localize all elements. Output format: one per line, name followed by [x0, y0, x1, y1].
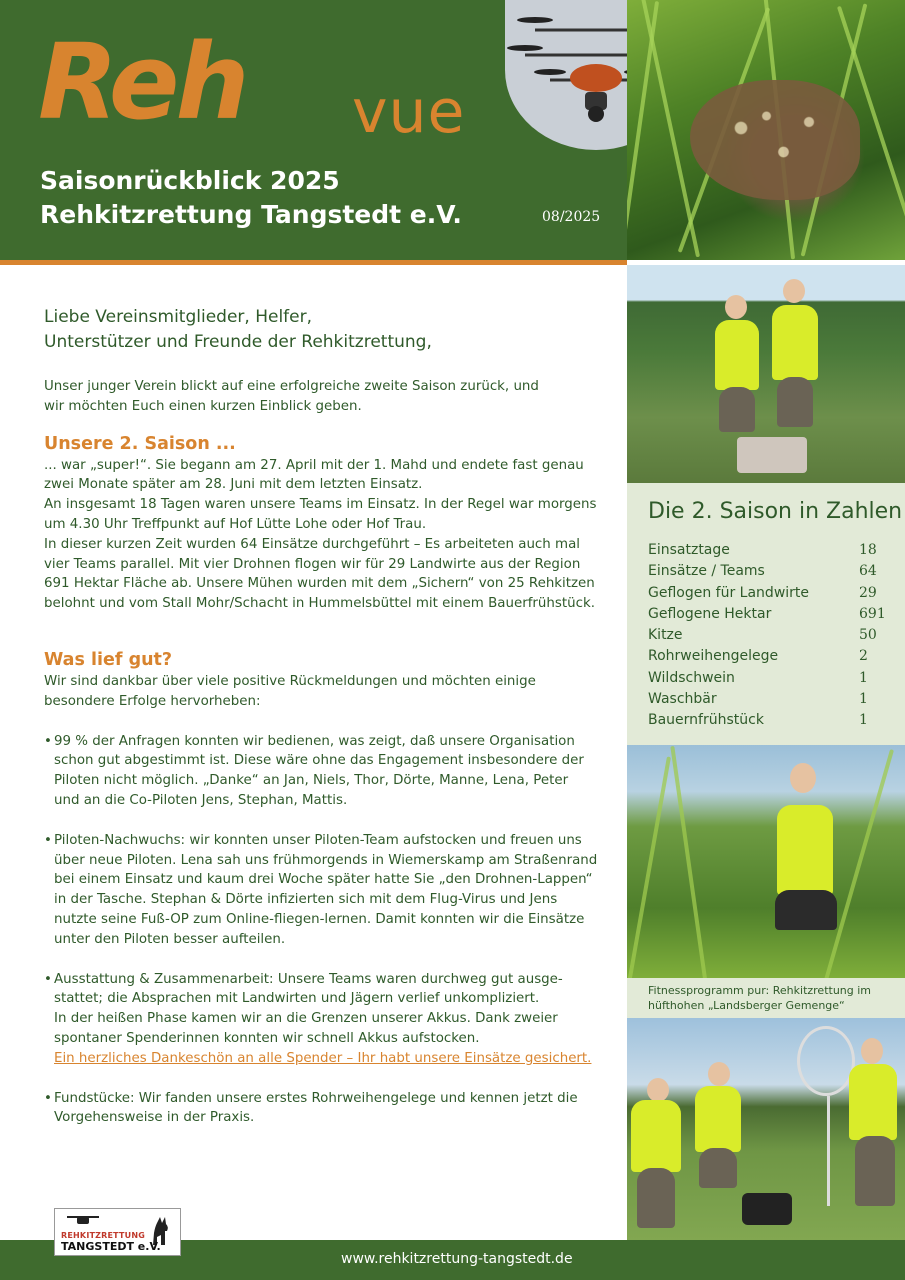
good-heading: Was lief gut? [44, 649, 173, 670]
logo-vue: vue [352, 77, 466, 147]
logo-reh: Reh [38, 21, 246, 143]
orange-divider [0, 260, 627, 265]
stat-row: Kitze 50 [648, 627, 877, 644]
main-content [44, 305, 614, 1128]
stat-row: Einsatztage 18 [648, 542, 877, 558]
stat-row: Einsätze / Teams 64 [648, 563, 877, 580]
lead-paragraph: Unser junger Verein blickt auf eine erfolgreiche zweite Saison zurück, und wir möchten Euch einen kurzen Einblick geben. [44, 379, 539, 414]
issue-number: 08/2025 [542, 209, 601, 225]
logo-text-top: REHKITZRETTUNG [61, 1231, 146, 1240]
greeting: Liebe Vereinsmitglieder, Helfer, Unterstützer und Freunde der Rehkitzrettung, [44, 307, 432, 352]
photo-caption: Fitnessprogramm pur: Rehkitzrettung im hüfthohen „Landsberger Gemenge“ [648, 984, 872, 1012]
team-photo-1 [627, 265, 905, 483]
stat-row: Rohrweihengelege 2 [648, 648, 868, 665]
stat-row: Bauernfrühstück 1 [648, 712, 868, 729]
team-photo-2 [627, 1018, 905, 1240]
title-line-1: Saisonrückblick 2025 [40, 166, 340, 195]
stats-title: Die 2. Saison in Zahlen [648, 499, 903, 524]
stat-row: Geflogene Hektar 691 [648, 605, 886, 622]
header-title [40, 164, 462, 232]
drone-icon [63, 1211, 103, 1231]
season-paragraph: ... war „super!“. Sie begann am 27. April mit der 1. Mahd und endete fast genau zwei Monate später am 28. Juni mit dem letzten Einsatz. An insgesamt 18 Tagen waren unsere Teams im Einsatz. In der Regel war morgens um 4.30 Uhr Treffpunkt auf Hof Lütte Lohe oder Hof Trau. In dieser kurzen Zeit wurden 64 Einsätze durchgeführt – Es arbeiteten auch mal vier Teams parallel. Mit vier Drohnen flogen wir für 29 Landwirte aus der Region 691 Hektar Fläche ab. Unsere Mühen wurden mit dem „Sichern“ von 25 Rehkitzen belohnt und vom Stall Mohr/Schacht in Hummelsbüttel mit einem Bauerfrühstück. [44, 457, 597, 612]
stat-row: Wildschwein 1 [648, 669, 868, 686]
bullet-equipment: • Ausstattung & Zusammenarbeit: Unsere Teams waren durchweg gut ausge- stattet; die Absprachen mit Landwirten und Jägern verlief unkompliziert. In der heißen Phase kamen wir an die Grenzen unserer Akkus. Dank zweier spontaner Spenderinnen konnten wir schnell Akkus aufstocken. Ein herzliches Dankeschön an alle Spender – Ihr habt unsere Einsätze gesichert. [44, 970, 614, 1069]
logo-text-bottom: TANGSTEDT e.V. [61, 1240, 161, 1253]
donor-thanks: Ein herzliches Dankeschön an alle Spender – Ihr habt unsere Einsätze gesichert. [54, 1050, 592, 1066]
pilot-photo [627, 745, 905, 978]
bullet-requests: • 99 % der Anfragen konnten wir bedienen, was zeigt, daß unsere Organisation schon gut abgestimmt ist. Diese wäre ohne das Engagement insbesondere der Piloten nicht möglich. „Danke“ an Jan, Niels, Thor, Dörte, Manne, Lena, Peter und an die Co-Piloten Jens, Stephan, Mattis. [44, 733, 584, 808]
stats-table [648, 540, 886, 732]
bullet-pilots: • Piloten-Nachwuchs: wir konnten unser Piloten-Team aufstocken und freuen uns über neue Piloten. Lena sah uns frühmorgends in Wiemerskamp am Straßenrand bei einem Einsatz und kaum drei Woche später hatte Sie „den Drohnen-Lappen“ in der Tasche. Stephan & Dörte infizierten sich mit dem Flug-Virus und Jens nutzte seine Fuß-OP zum Online-fliegen-lernen. Damit konnten wir die Einsätze unter den Piloten besser aufteilen. [44, 832, 598, 947]
season-heading: Unsere 2. Saison ... [44, 433, 236, 454]
good-intro: Wir sind dankbar über viele positive Rückmeldungen und möchten einige besondere Erfolge hervorheben: [44, 673, 536, 709]
stat-row: Waschbär 1 [648, 691, 868, 708]
association-logo [54, 1208, 181, 1256]
website-link[interactable]: www.rehkitzrettung-tangstedt.de [341, 1251, 573, 1267]
stat-row: Geflogen für Landwirte 29 [648, 584, 877, 601]
title-line-2: Rehkitzrettung Tangstedt e.V. [40, 200, 462, 229]
bullet-finds: • Fundstücke: Wir fanden unsere erstes Rohrweihengelege und kennen jetzt die Vorgehensweise in der Praxis. [44, 1090, 578, 1126]
